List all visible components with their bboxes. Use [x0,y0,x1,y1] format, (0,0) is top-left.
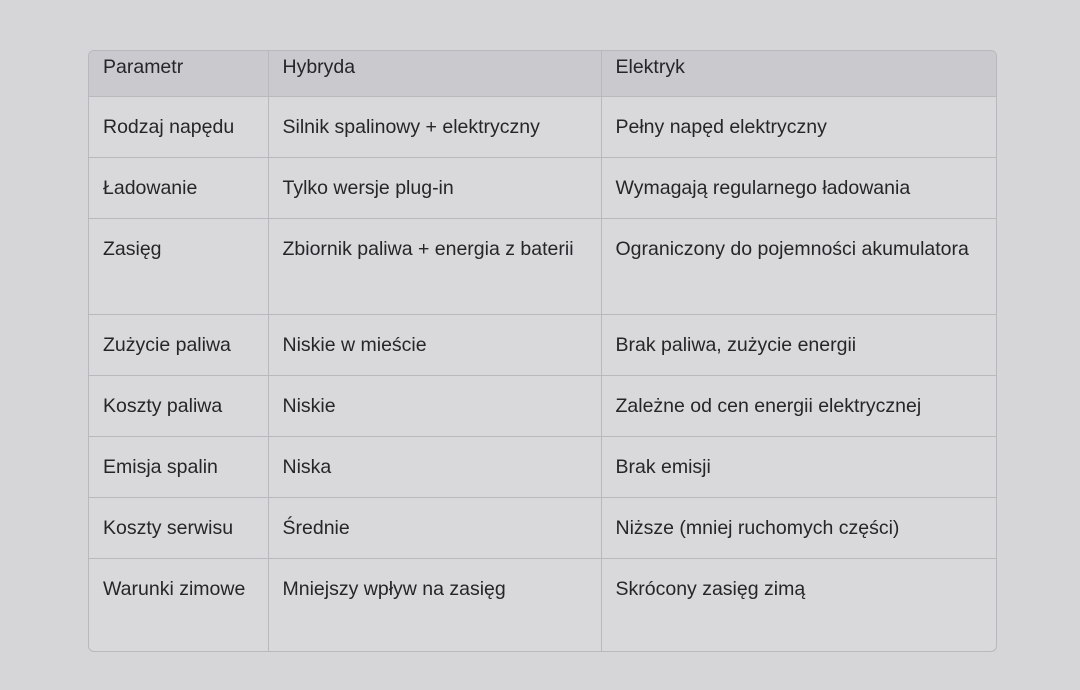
table-row [89,158,996,219]
table-row [89,376,996,437]
row-hybrid-cell: Niskie [268,376,601,437]
row-hybrid-cell: Niska [268,437,601,498]
row-hybrid-cell: Tylko wersje plug-in [268,158,601,219]
table-row [89,559,996,653]
row-parameter-cell: Ładowanie [89,158,268,219]
row-parameter-cell: Rodzaj napędu [89,97,268,158]
row-parameter-cell: Koszty serwisu [89,498,268,559]
row-hybrid-cell: Mniejszy wpływ na zasięg [268,559,601,653]
row-parameter-cell: Zużycie paliwa [89,315,268,376]
header-parametr: Parametr [89,51,268,97]
row-parameter-cell: Koszty paliwa [89,376,268,437]
comparison-table [89,51,996,652]
table-row [89,219,996,315]
row-electric-cell: Wymagają regularnego ładowania [601,158,996,219]
table-row [89,97,996,158]
row-hybrid-cell: Zbiornik paliwa + energia z baterii [268,219,601,315]
comparison-table-container [88,50,997,652]
row-electric-cell: Niższe (mniej ruchomych części) [601,498,996,559]
table-row [89,498,996,559]
row-hybrid-cell: Niskie w mieście [268,315,601,376]
row-electric-cell: Ograniczony do pojemności akumulatora [601,219,996,315]
row-electric-cell: Brak emisji [601,437,996,498]
row-parameter-cell: Warunki zimowe [89,559,268,653]
row-parameter-cell: Zasięg [89,219,268,315]
header-elektryk: Elektryk [601,51,996,97]
header-hybryda: Hybryda [268,51,601,97]
row-hybrid-cell: Średnie [268,498,601,559]
table-row [89,437,996,498]
table-header-row [89,51,996,97]
row-electric-cell: Pełny napęd elektryczny [601,97,996,158]
row-electric-cell: Brak paliwa, zużycie energii [601,315,996,376]
row-electric-cell: Zależne od cen energii elektrycznej [601,376,996,437]
table-row [89,315,996,376]
row-parameter-cell: Emisja spalin [89,437,268,498]
row-electric-cell: Skrócony zasięg zimą [615,578,806,600]
row-hybrid-cell: Silnik spalinowy + elektryczny [268,97,601,158]
